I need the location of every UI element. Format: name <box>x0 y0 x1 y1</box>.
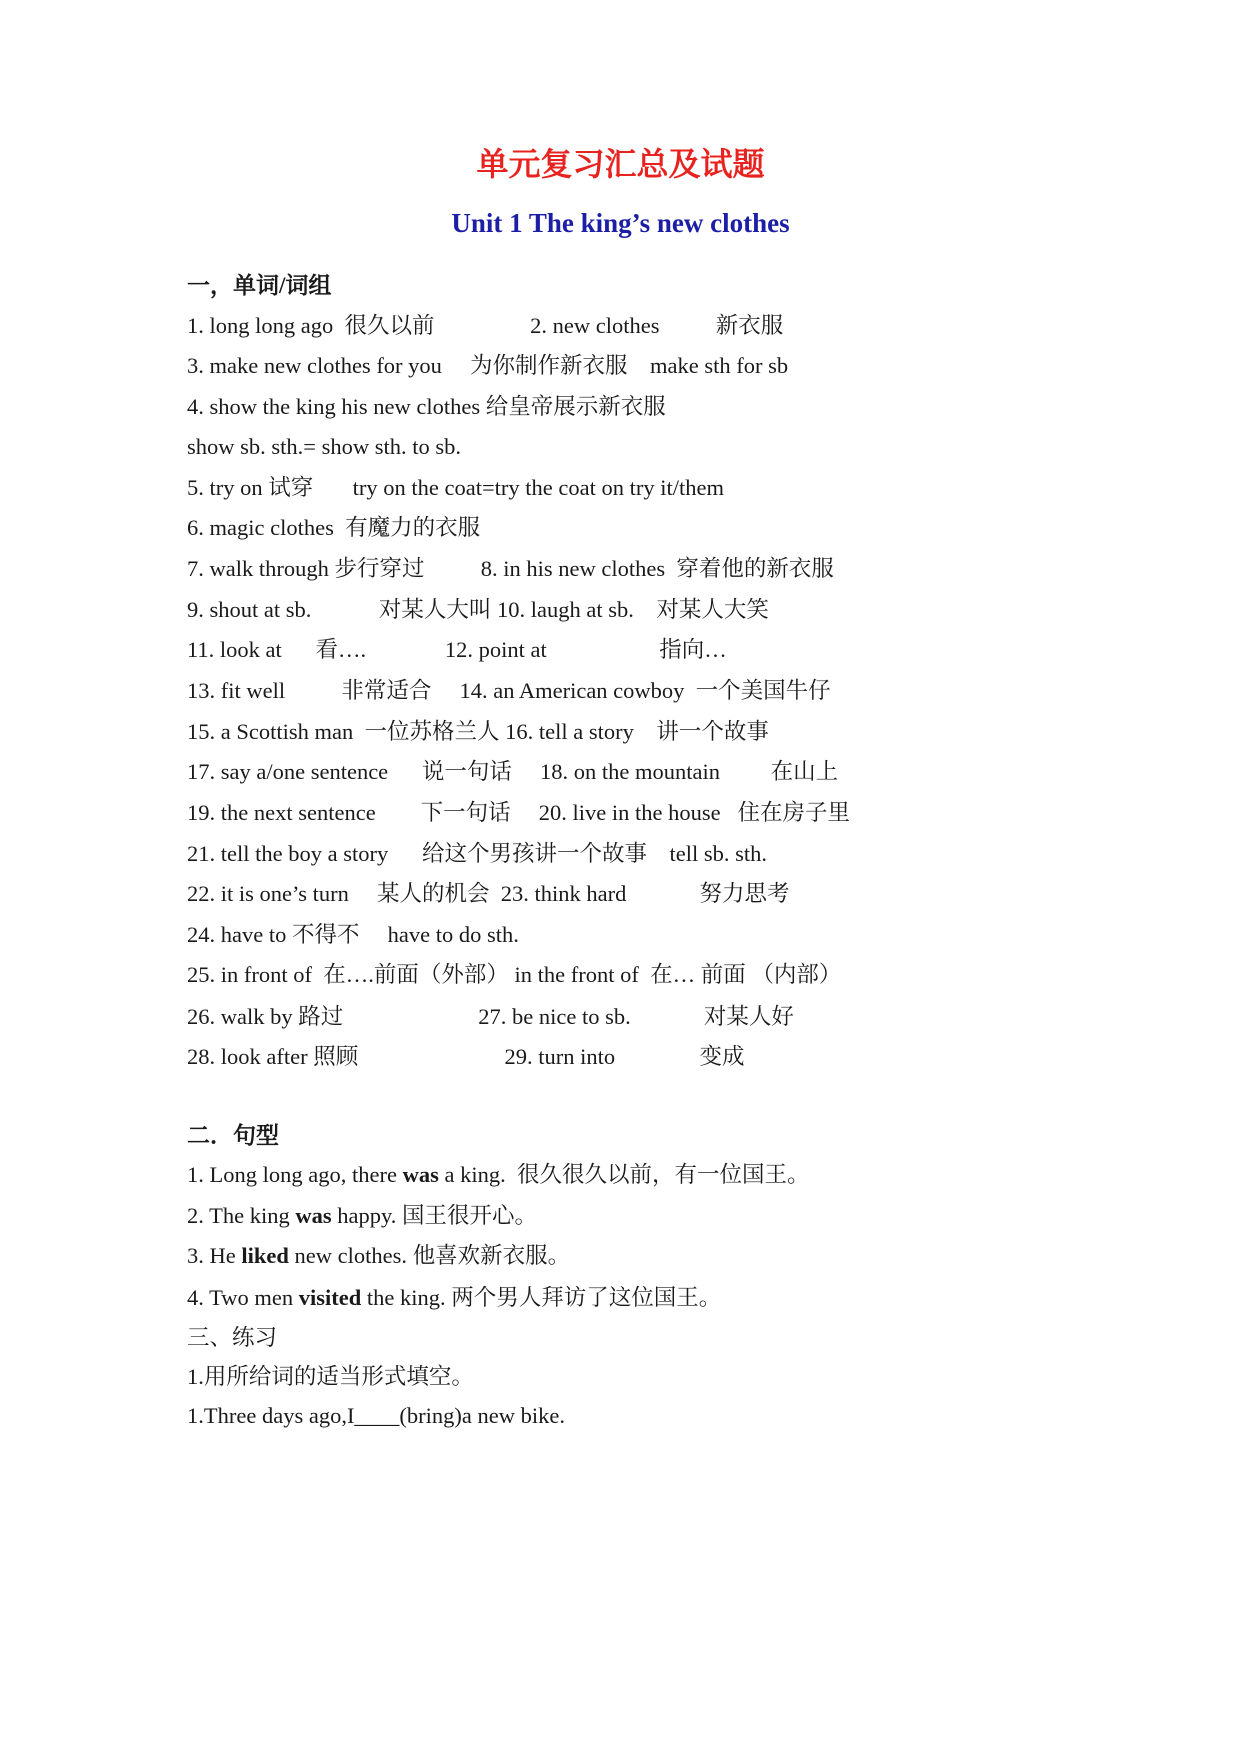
vocab-line: 6. magic clothes 有魔力的衣服 <box>187 515 481 540</box>
section-heading-sentences: 二．句型 <box>187 1123 279 1148</box>
exercise-question: 1.Three days ago,I____(bring)a new bike. <box>187 1403 565 1428</box>
vocab-line: 7. walk through 步行穿过 8. in his new clothes 穿着他的新衣服 <box>187 556 834 581</box>
vocab-line: 15. a Scottish man 一位苏格兰人 16. tell a story 讲一个故事 <box>187 719 769 744</box>
vocab-line: 9. shout at sb. 对某人大叫 10. laugh at sb. 对某人大笑 <box>187 597 769 622</box>
vocab-line: 1. long long ago 很久以前 2. new clothes 新衣服 <box>187 313 784 338</box>
sentence-line: 2. The king was happy. 国王很开心。 <box>187 1203 537 1228</box>
vocab-line: 5. try on 试穿 try on the coat=try the coat on try it/them <box>187 475 724 500</box>
vocab-line: 25. in front of 在….前面（外部） in the front of 在… 前面 （内部） <box>187 962 842 987</box>
vocab-line: 26. walk by 路过 27. be nice to sb. 对某人好 <box>187 1004 794 1029</box>
vocab-line: 24. have to 不得不 have to do sth. <box>187 922 519 947</box>
sentence-line: 3. He liked new clothes. 他喜欢新衣服。 <box>187 1243 571 1268</box>
vocab-line: 13. fit well 非常适合 14. an American cowboy 一个美国牛仔 <box>187 678 831 703</box>
vocab-line: 3. make new clothes for you 为你制作新衣服 make sth for sb <box>187 353 789 378</box>
vocab-line: 28. look after 照顾 29. turn into 变成 <box>187 1044 745 1069</box>
vocab-line: show sb. sth.= show sth. to sb. <box>187 434 461 459</box>
vocab-line: 11. look at 看…. 12. point at 指向… <box>187 637 727 662</box>
exercise-instruction: 1.用所给词的适当形式填空。 <box>187 1364 474 1389</box>
section-heading-vocabulary: 一，单词/词组 <box>187 273 332 298</box>
vocab-line: 19. the next sentence 下一句话 20. live in the house 住在房子里 <box>187 800 851 825</box>
vocab-line: 21. tell the boy a story 给这个男孩讲一个故事 tell sb. sth. <box>187 841 767 866</box>
sentence-line: 4. Two men visited the king. 两个男人拜访了这位国王。 <box>187 1285 722 1310</box>
sentence-line: 1. Long long ago, there was a king. 很久很久以前，有一位国王。 <box>187 1162 810 1187</box>
section-heading-exercises: 三、练习 <box>187 1325 278 1350</box>
unit-title: Unit 1 The king’s new clothes <box>451 208 790 238</box>
document-title: 单元复习汇总及试题 <box>476 146 765 182</box>
vocab-line: 22. it is one’s turn 某人的机会 23. think hard 努力思考 <box>187 881 790 906</box>
vocab-line: 17. say a/one sentence 说一句话 18. on the mountain 在山上 <box>187 759 839 784</box>
vocab-line: 4. show the king his new clothes 给皇帝展示新衣服 <box>187 394 666 419</box>
